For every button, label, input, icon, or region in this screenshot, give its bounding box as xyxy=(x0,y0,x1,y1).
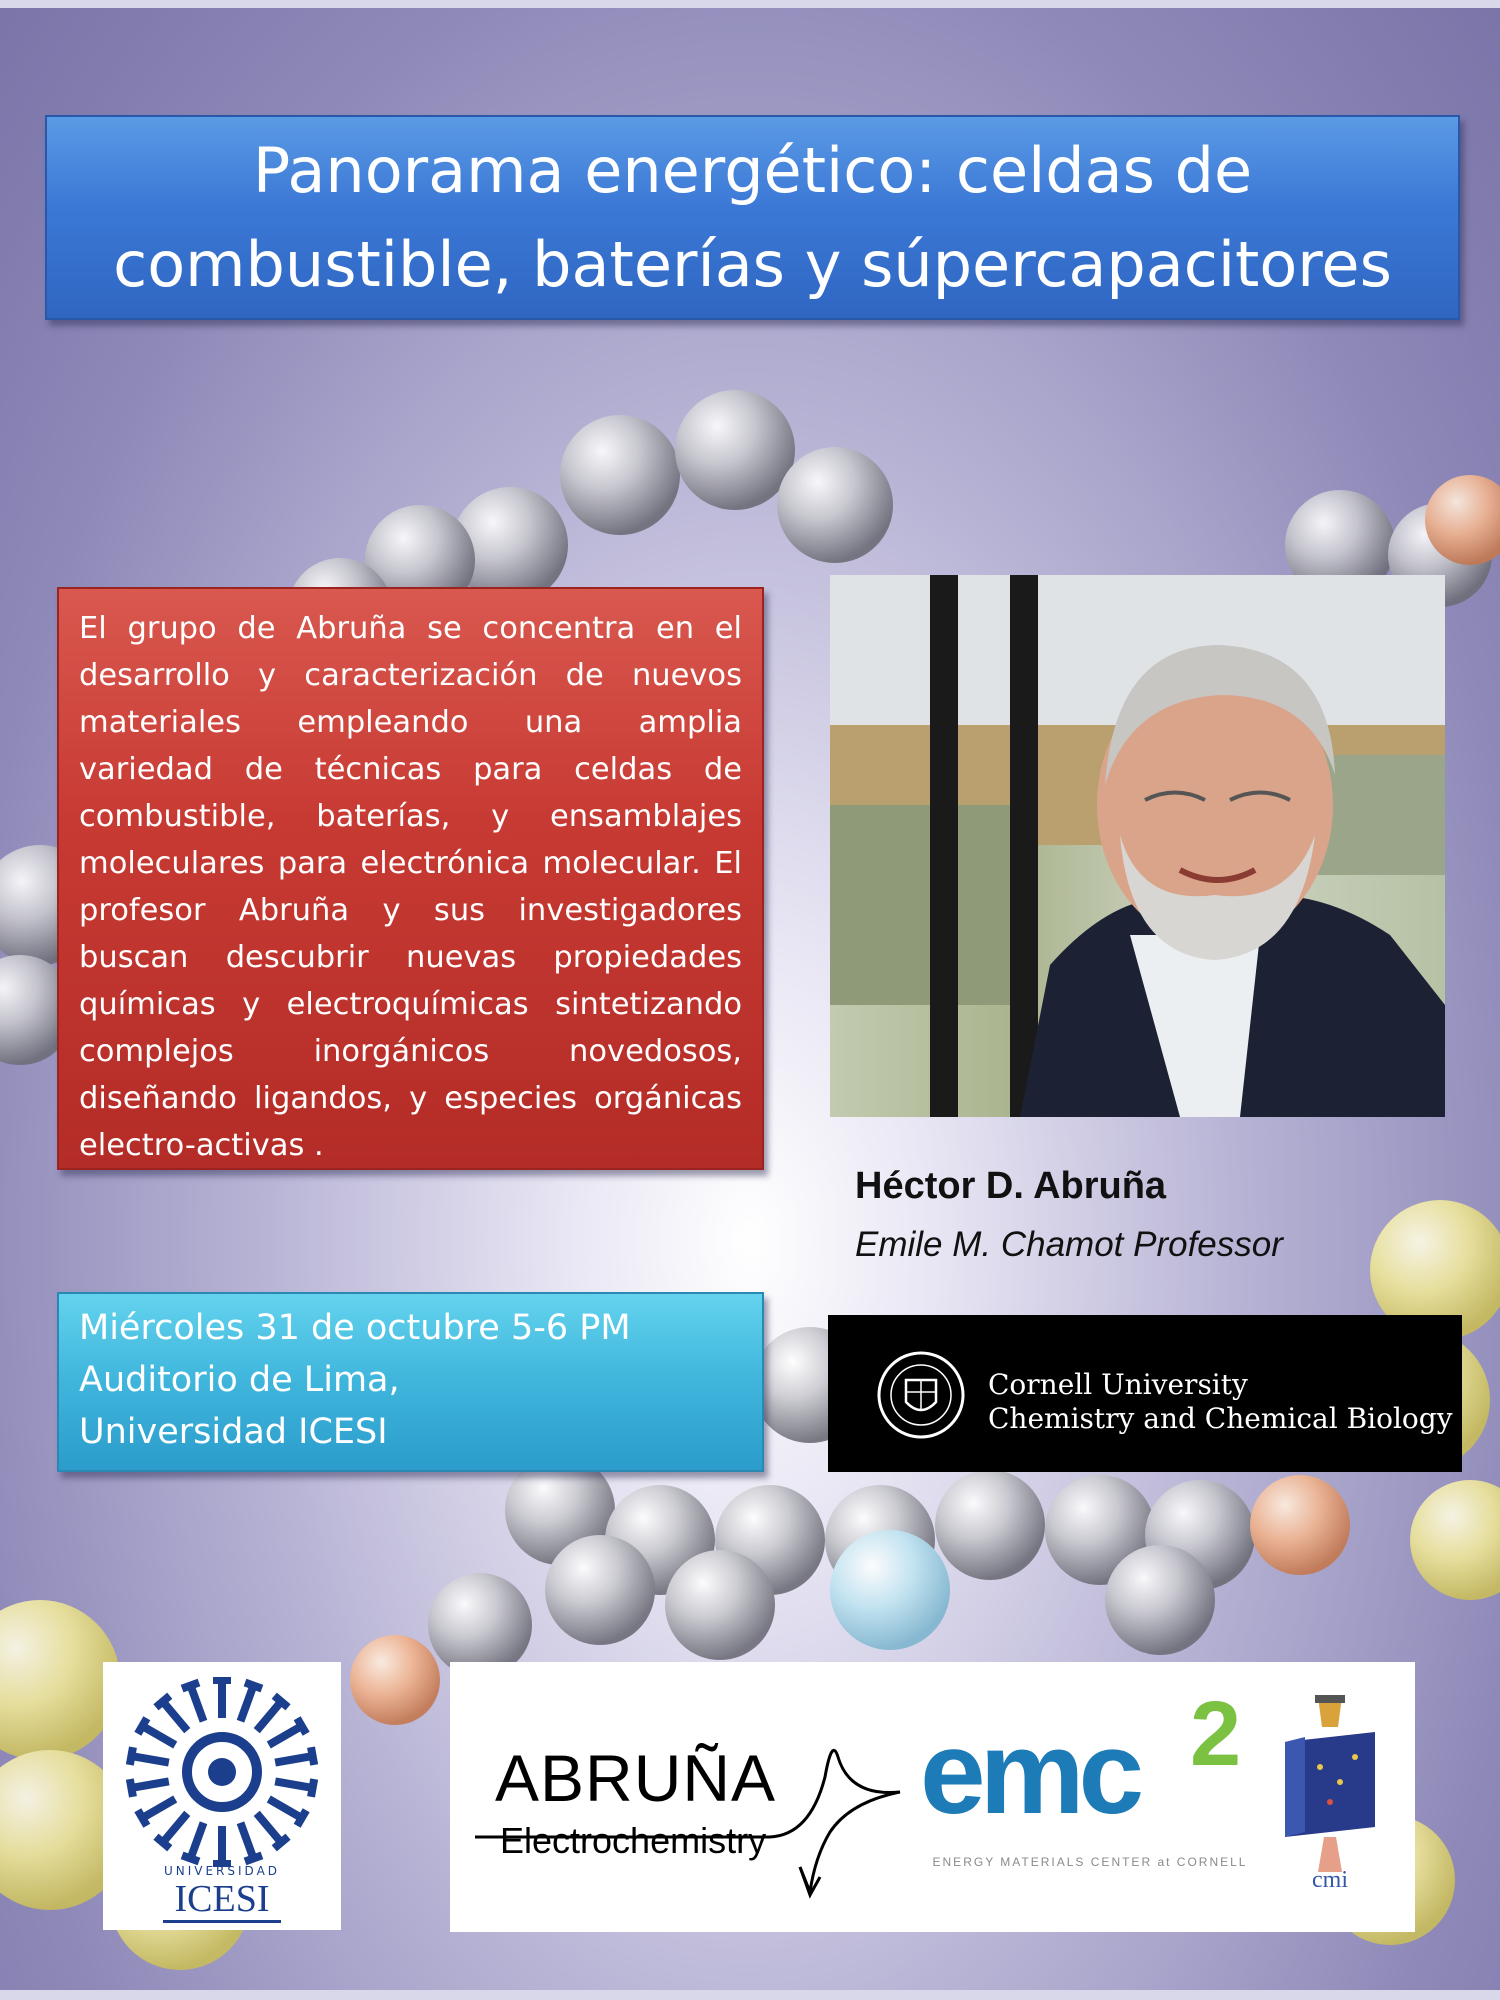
speaker-name: Héctor D. Abruña xyxy=(855,1165,1167,1207)
icesi-emblem-icon xyxy=(122,1677,322,1867)
cornell-seal-icon xyxy=(876,1350,966,1440)
speaker-role: Emile M. Chamot Professor xyxy=(855,1225,1283,1264)
icesi-underline xyxy=(163,1920,281,1923)
cornell-line-1: Cornell University xyxy=(988,1368,1248,1401)
cornell-logo-banner xyxy=(828,1315,1462,1472)
emc2-logo xyxy=(920,1683,1260,1852)
bottom-border xyxy=(0,1990,1500,2000)
event-venue: Auditorio de Lima, xyxy=(79,1360,400,1400)
cornell-line-2: Chemistry and Chemical Biology xyxy=(988,1402,1453,1435)
description-box xyxy=(57,587,764,1170)
emc2-subtitle: ENERGY MATERIALS CENTER at CORNELL xyxy=(932,1855,1248,1869)
title-line-2: combustible, baterías y súpercapacitores xyxy=(113,227,1392,301)
title-line-1: Panorama energético: celdas de xyxy=(252,133,1253,207)
speaker-portrait-graphic xyxy=(830,575,1445,1117)
cmi-logo-icon xyxy=(1280,1687,1380,1897)
emc2-wordmark: emc xyxy=(920,1707,1139,1839)
description-text: El grupo de Abruña se concentra en el desarrollo y caracterización de nuevos materiales empleando una amplia variedad de técnicas para celdas de combustible, baterías, y ensamblajes moleculares para electrónica molecular. El profesor Abruña y sus investigadores buscan descubrir nuevas propiedades químicas y electroquímicas sintetizando complejos inorgánicos novedosos, diseñando ligandos, y especies orgánicas electro-activas . xyxy=(79,611,742,1163)
icesi-name: ICESI xyxy=(174,1878,270,1920)
poster-title xyxy=(45,115,1460,320)
emc2-superscript: 2 xyxy=(1190,1683,1242,1785)
speaker-photo xyxy=(830,575,1445,1117)
cmi-label: cmi xyxy=(1312,1867,1348,1893)
abruna-logo-title: ABRUÑA xyxy=(495,1741,777,1815)
icesi-universidad-label: UNIVERSIDAD xyxy=(163,1864,281,1878)
event-date-time: Miércoles 31 de octubre 5-6 PM xyxy=(79,1308,631,1348)
icesi-logo xyxy=(103,1662,341,1930)
abruna-logo-subtitle: Electrochemistry xyxy=(500,1820,767,1861)
event-institution: Universidad ICESI xyxy=(79,1412,388,1452)
partner-logos-panel xyxy=(450,1662,1415,1932)
event-details-box xyxy=(57,1292,764,1472)
